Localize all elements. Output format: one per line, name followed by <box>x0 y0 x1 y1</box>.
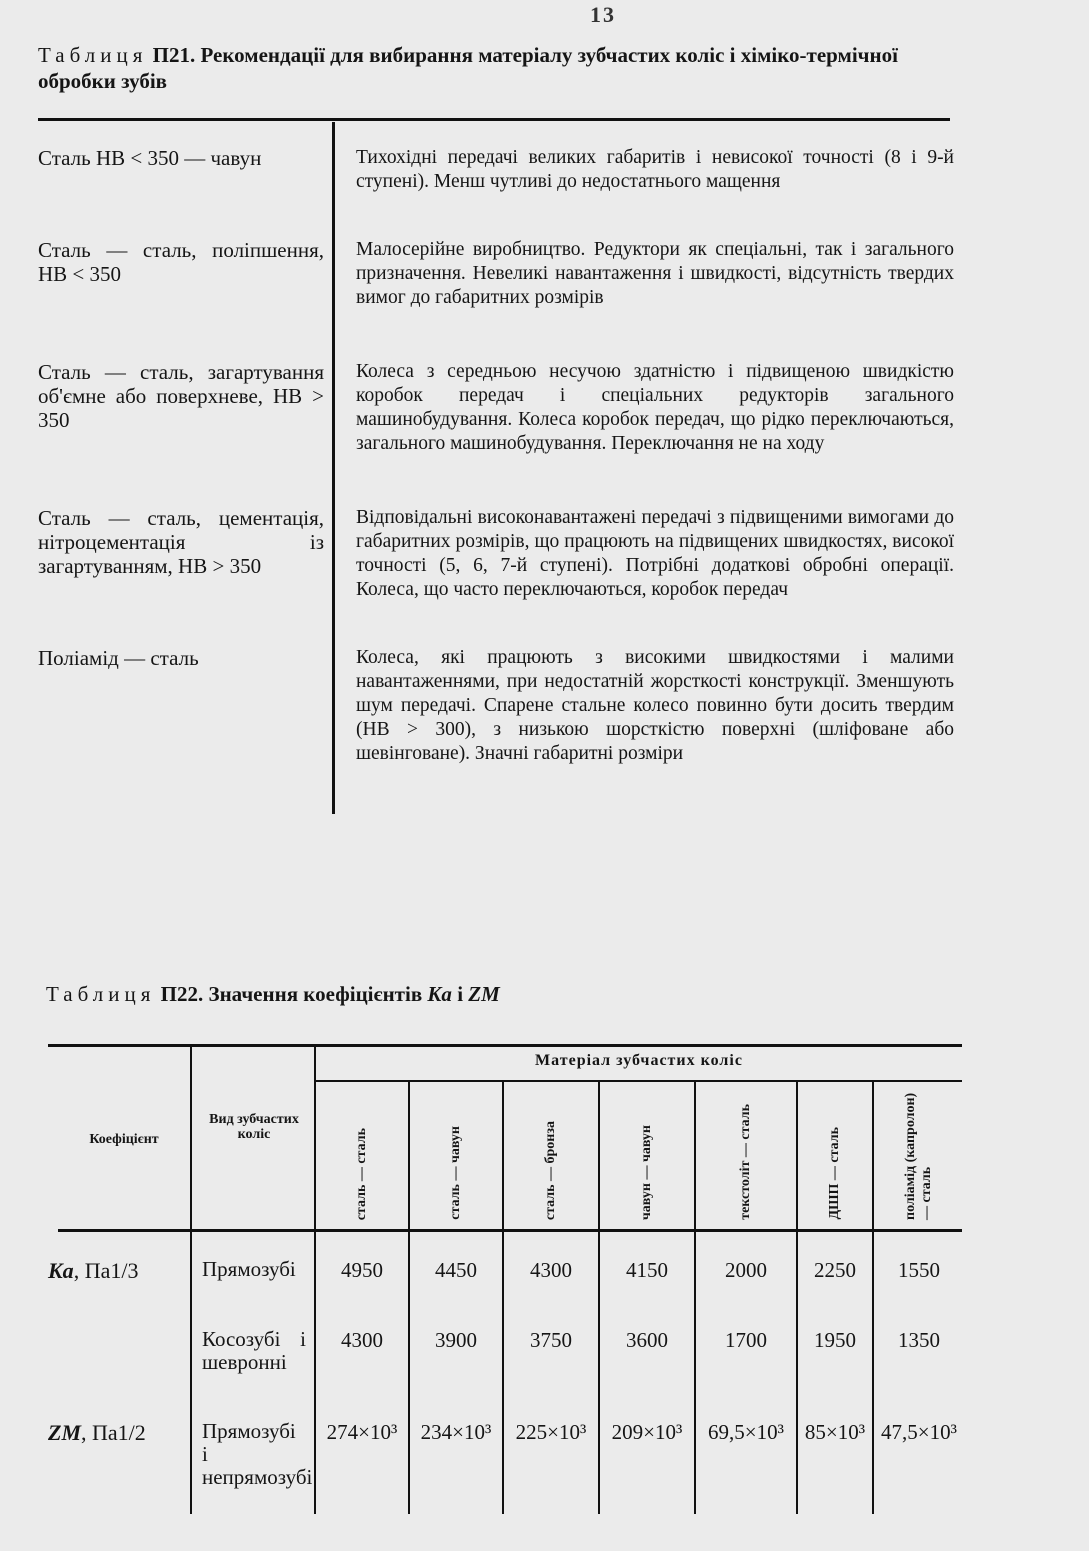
table-cell: 234×10³ <box>420 1420 492 1444</box>
table-cell: 1700 <box>725 1328 767 1352</box>
column-header <box>410 1092 502 1224</box>
column-header-label: сталь — сталь <box>354 1127 369 1220</box>
table-cell: 4950 <box>341 1258 383 1282</box>
column-header-label: сталь — чавун <box>448 1126 463 1220</box>
recommendation-text: Тихохідні передачі великих габаритів і невисокої точності (8 і 9-й ступені). Менш чутливі до недостатнього мащення <box>356 147 954 192</box>
coefficient-unit: , Па1/3 <box>73 1258 139 1283</box>
table-cell: 1350 <box>898 1328 940 1352</box>
material-pair: Сталь — сталь, цементація, нітроцементація із загартуванням, HB > 350 <box>38 506 324 578</box>
gear-kind: Прямозубі і непрямозубі <box>202 1419 313 1489</box>
table22-header-rule <box>58 1229 962 1232</box>
table-cell: 2000 <box>725 1258 767 1282</box>
coefficient-zm <box>48 1420 146 1446</box>
recommendation-text: Малосерійне виробництво. Редуктори як спеціальні, так і загального призначення. Невеликі навантаження і швидкості, відсутність твердих вимог до габаритних розмірів <box>356 239 954 308</box>
table-cell: 69,5×10³ <box>708 1420 784 1444</box>
table-cell: 1550 <box>898 1258 940 1282</box>
gear-kind: Косозубі і шевронні <box>202 1327 306 1374</box>
column-header <box>798 1092 872 1224</box>
table-cell: 4150 <box>626 1258 668 1282</box>
material-pair: Сталь — сталь, загартування об'ємне або поверхневе, HB > 350 <box>38 360 324 432</box>
material-pair: Поліамід — сталь <box>38 646 199 670</box>
table22-top-rule <box>48 1044 962 1047</box>
column-header-label: чавун — чавун <box>639 1124 654 1220</box>
table-cell: 274×10³ <box>326 1420 398 1444</box>
table-cell: 4450 <box>435 1258 477 1282</box>
table-cell: 3600 <box>626 1328 668 1352</box>
table-cell: 1950 <box>814 1328 856 1352</box>
column-header <box>600 1092 694 1224</box>
table21-top-rule <box>38 118 950 121</box>
table21-label: Таблиця <box>38 43 148 67</box>
recommendation-text: Колеса, які працюють з високими швидкостями і малими навантаженнями, при недостатній жорсткості конструкції. Зменшують шум передачі. Спарене стальне колесо повинно бути досить твердим (HB > 300), з низькою шорсткістю поверхні (шліфоване або шевінговане). Значні габаритні розміри <box>356 647 954 764</box>
coefficient-symbol: Ka <box>48 1258 74 1283</box>
table-cell: 2250 <box>814 1258 856 1282</box>
table22-title: П22. Значення коефіцієнтів <box>160 982 423 1006</box>
material-pair: Сталь HB < 350 — чавун <box>38 146 262 170</box>
column-header-label: сталь — бронза <box>543 1120 558 1220</box>
caption-and: і <box>457 982 464 1006</box>
table-cell: 3750 <box>530 1328 572 1352</box>
table21-column-divider <box>332 122 335 814</box>
table-cell: 85×10³ <box>804 1420 866 1444</box>
table21-caption <box>38 42 918 94</box>
page-number: 13 <box>590 2 616 27</box>
table-cell: 3900 <box>435 1328 477 1352</box>
column-header <box>874 1092 964 1224</box>
zm-symbol: ZM <box>468 982 500 1006</box>
table-cell: 225×10³ <box>515 1420 587 1444</box>
table22-caption <box>46 982 500 1007</box>
material-pair: Сталь — сталь, поліпшення, HB < 350 <box>38 238 324 286</box>
table22-material-rule <box>316 1080 962 1082</box>
coefficient-ka <box>48 1258 138 1284</box>
column-header <box>504 1092 598 1224</box>
column-header-label: ДШП — сталь <box>827 1127 842 1220</box>
table-cell: 209×10³ <box>611 1420 683 1444</box>
coefficient-symbol: ZM <box>48 1420 81 1445</box>
column-header-label: поліамід (капролон) — сталь <box>903 1092 934 1220</box>
header-material: Матеріал зубчастих коліс <box>535 1052 743 1069</box>
column-header <box>316 1092 408 1224</box>
table-cell: 4300 <box>341 1328 383 1352</box>
header-gear-kind: Вид зубчастих коліс <box>209 1112 299 1142</box>
table22-label: Таблиця <box>46 982 156 1006</box>
table21-title: П21. Рекомендації для вибирання матеріалу зубчастих коліс і хіміко-термічної обробки зубів <box>38 43 898 93</box>
column-divider <box>190 1046 192 1514</box>
ka-symbol: Ka <box>427 982 452 1006</box>
recommendation-text: Відповідальні високонавантажені передачі з підвищеними вимогами до габаритних розмірів, що працюють на підвищених швидкостях, високої точності (5, 6, 7-й ступені). Потрібні додаткові обробні операції. Колеса, що часто переключаються, коробок передач <box>356 507 954 600</box>
column-header-label: текстоліт — сталь <box>738 1104 753 1220</box>
column-header <box>696 1092 796 1224</box>
coefficient-unit: , Па1/2 <box>81 1420 146 1445</box>
header-coefficient: Коефіцієнт <box>89 1132 159 1147</box>
recommendation-text: Колеса з середньою несучою здатністю і підвищеною швидкістю коробок передач і спеціальних редукторів загального машинобудування. Колеса коробок передач, що рідко переключаються, загального машинобудування. Переключання не на ходу <box>356 361 954 454</box>
gear-kind: Прямозубі <box>202 1257 296 1281</box>
table-cell: 47,5×10³ <box>881 1420 957 1444</box>
table-cell: 4300 <box>530 1258 572 1282</box>
